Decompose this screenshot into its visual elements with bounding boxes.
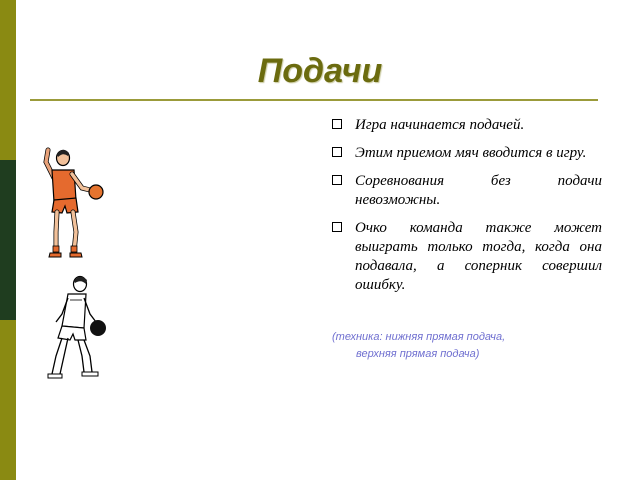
bullet-box-icon (332, 175, 342, 185)
technique-note (332, 329, 592, 363)
overhead-serve-figure-icon (30, 140, 120, 265)
bullet-text: Игра начинается подачей. (355, 117, 525, 133)
underhand-serve-figure-icon (40, 270, 120, 385)
bullet-item (332, 172, 602, 210)
bullet-text: Этим приемом мяч вводится в игру. (355, 145, 587, 161)
bullet-list (332, 116, 602, 304)
slide-title: Подачи (257, 52, 383, 90)
stripe-bottom (0, 320, 16, 480)
bullet-item (332, 116, 602, 135)
bullet-text: Очко команда также может выиграть только тогда, когда она подавала, а соперник совершил ошибку. (355, 220, 602, 293)
bullet-box-icon (332, 119, 342, 129)
bullet-item (332, 144, 602, 163)
technique-note-line2: верхняя прямая подача) (356, 348, 480, 360)
bullet-text: Соревнования без подачи невозможны. (355, 173, 602, 208)
bullet-box-icon (332, 222, 342, 232)
stripe-middle (0, 160, 16, 320)
bullet-box-icon (332, 147, 342, 157)
technique-note-line1: (техника: нижняя прямая подача, (332, 331, 506, 343)
bullet-item (332, 219, 602, 295)
title-divider (30, 99, 598, 101)
